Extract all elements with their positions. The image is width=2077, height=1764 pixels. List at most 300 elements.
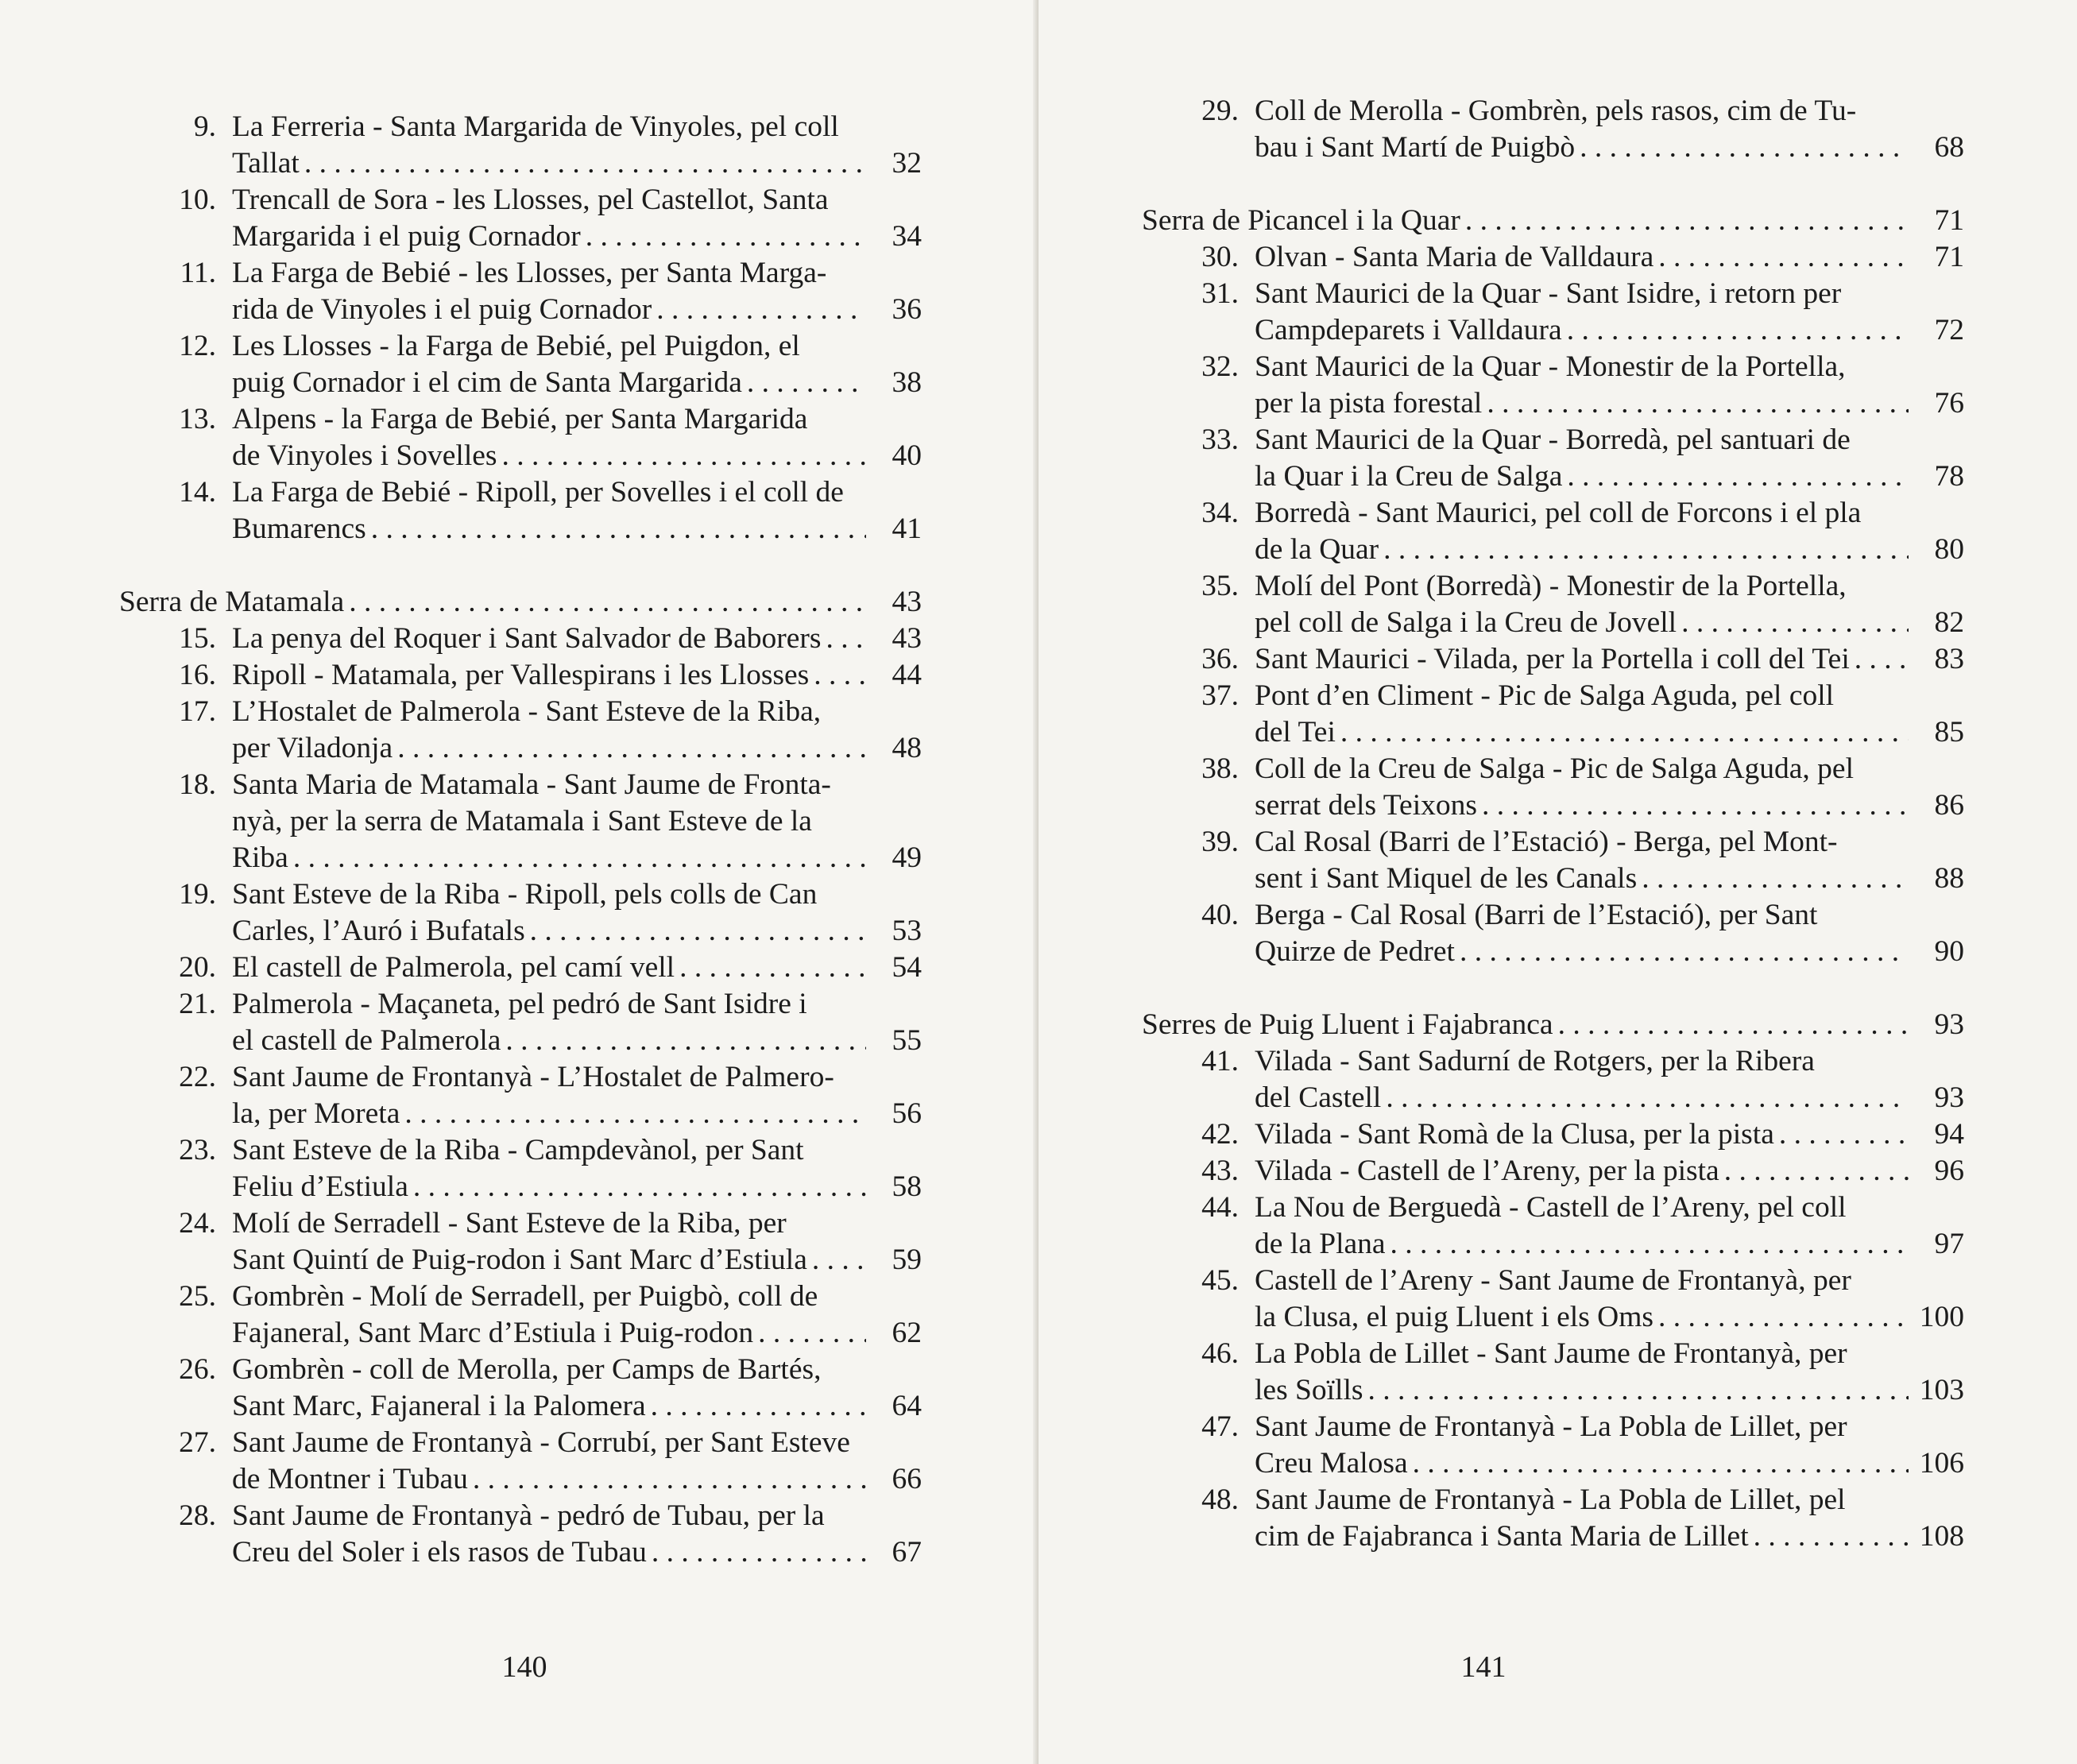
entry-title-line: Palmerola - Maçaneta, pel pedró de Sant Isidre i bbox=[232, 988, 807, 1020]
entry-page-number: 90 bbox=[1934, 935, 1964, 968]
entry-page-number: 43 bbox=[892, 622, 922, 655]
entry-body bbox=[232, 109, 922, 182]
entry-page-number: 49 bbox=[892, 841, 922, 874]
section-page-number: 71 bbox=[1934, 204, 1964, 237]
leader-dots bbox=[349, 584, 866, 621]
entry-number: 46. bbox=[1201, 1337, 1239, 1370]
toc-entry bbox=[119, 1205, 922, 1279]
toc-line bbox=[1255, 276, 1964, 312]
entry-number: 29. bbox=[1201, 95, 1239, 127]
entry-title-line: Fajaneral, Sant Marc d’Estiula i Puig-rodon bbox=[232, 1317, 754, 1349]
entry-title-line: Trencall de Sora - les Llosses, pel Castellot, Santa bbox=[232, 184, 829, 216]
entry-number: 14. bbox=[179, 476, 216, 509]
entry-body bbox=[232, 1425, 922, 1498]
entry-body bbox=[232, 621, 922, 657]
leader-dots bbox=[404, 1096, 866, 1132]
toc-line bbox=[232, 109, 922, 145]
entry-page-number: 32 bbox=[892, 147, 922, 180]
entry-body bbox=[232, 767, 922, 876]
leader-dots bbox=[1642, 861, 1909, 897]
toc-entry bbox=[119, 182, 922, 255]
entry-body bbox=[1255, 1263, 1964, 1336]
leader-dots bbox=[1567, 458, 1909, 495]
toc-line bbox=[1255, 861, 1964, 897]
toc-entry bbox=[119, 1279, 922, 1352]
toc-entry bbox=[1142, 1336, 1964, 1409]
leader-dots bbox=[1580, 130, 1909, 166]
toc-section-heading bbox=[1142, 203, 1964, 239]
entry-page-number: 64 bbox=[892, 1390, 922, 1422]
toc-line bbox=[232, 1096, 922, 1132]
entry-number: 24. bbox=[179, 1207, 216, 1240]
toc-line bbox=[1255, 1263, 1964, 1299]
entry-title-line: Sant Esteve de la Riba - Ripoll, pels colls de Can bbox=[232, 878, 818, 911]
entry-page-number: 59 bbox=[892, 1244, 922, 1276]
entry-title-line: Molí del Pont (Borredà) - Monestir de la Portella, bbox=[1255, 570, 1847, 602]
toc-line bbox=[1255, 495, 1964, 532]
toc-line bbox=[232, 1388, 922, 1425]
leader-dots bbox=[814, 657, 866, 694]
toc-line bbox=[1255, 312, 1964, 349]
toc-entry bbox=[1142, 1263, 1964, 1336]
toc-entry bbox=[119, 255, 922, 328]
entry-number: 18. bbox=[179, 768, 216, 801]
entry-title-line: Campdeparets i Valldaura bbox=[1255, 314, 1562, 346]
entry-page-number: 83 bbox=[1934, 643, 1964, 675]
entry-title-line: Vilada - Sant Sadurní de Rotgers, per la Ribera bbox=[1255, 1045, 1815, 1077]
toc-line bbox=[1255, 1518, 1964, 1555]
toc-line bbox=[232, 1498, 922, 1534]
toc-entry bbox=[119, 694, 922, 767]
entry-number: 15. bbox=[179, 622, 216, 655]
toc-line bbox=[1255, 1043, 1964, 1080]
entry-body bbox=[1255, 568, 1964, 641]
entry-title-line: la Clusa, el puig Lluent i els Oms bbox=[1255, 1301, 1654, 1333]
leader-dots bbox=[1390, 1226, 1909, 1263]
toc-line bbox=[232, 474, 922, 511]
entry-body bbox=[1255, 1336, 1964, 1409]
leader-dots bbox=[1368, 1372, 1909, 1409]
entry-page-number: 71 bbox=[1934, 241, 1964, 273]
toc-entry bbox=[1142, 897, 1964, 970]
entry-title-line: Coll de la Creu de Salga - Pic de Salga Aguda, pel bbox=[1255, 752, 1854, 785]
toc-entry bbox=[1142, 93, 1964, 166]
entry-page-number: 55 bbox=[892, 1024, 922, 1057]
toc-entry bbox=[119, 767, 922, 876]
toc-line bbox=[232, 255, 922, 292]
leader-dots bbox=[1681, 605, 1909, 641]
entry-number: 16. bbox=[179, 659, 216, 691]
toc-entry bbox=[119, 1425, 922, 1498]
section-title: Serres de Puig Lluent i Fajabranca bbox=[1142, 1008, 1553, 1041]
leader-dots bbox=[812, 1242, 866, 1279]
entry-number: 32. bbox=[1201, 350, 1239, 383]
entry-number: 21. bbox=[179, 988, 216, 1020]
entry-body bbox=[1255, 1116, 1964, 1153]
entry-page-number: 100 bbox=[1919, 1301, 1964, 1333]
toc-line bbox=[232, 1461, 922, 1498]
entry-page-number: 36 bbox=[892, 293, 922, 326]
entry-body bbox=[1255, 641, 1964, 678]
toc-line bbox=[1255, 824, 1964, 861]
leader-dots bbox=[413, 1169, 866, 1205]
entry-body bbox=[232, 657, 922, 694]
toc-line bbox=[232, 511, 922, 547]
toc-line bbox=[232, 621, 922, 657]
toc-list-left bbox=[119, 109, 922, 1571]
entry-page-number: 34 bbox=[892, 220, 922, 253]
entry-page-number: 80 bbox=[1934, 533, 1964, 566]
entry-title-line: serrat dels Teixons bbox=[1255, 789, 1477, 822]
toc-entry bbox=[119, 1059, 922, 1132]
entry-body bbox=[1255, 897, 1964, 970]
entry-title-line: pel coll de Salga i la Creu de Jovell bbox=[1255, 606, 1677, 639]
toc-line bbox=[119, 584, 922, 621]
toc-line bbox=[232, 145, 922, 182]
toc-entry bbox=[1142, 1409, 1964, 1482]
toc-entry bbox=[1142, 1190, 1964, 1263]
toc-line bbox=[232, 657, 922, 694]
entry-title-line: la, per Moreta bbox=[232, 1097, 400, 1130]
toc-line bbox=[1255, 1372, 1964, 1409]
entry-title-line: de Vinyoles i Sovelles bbox=[232, 439, 497, 472]
toc-line bbox=[232, 1279, 922, 1315]
entry-page-number: 72 bbox=[1934, 314, 1964, 346]
leader-dots bbox=[1724, 1153, 1909, 1190]
entry-number: 41. bbox=[1201, 1045, 1239, 1077]
entry-title-line: Creu del Soler i els rasos de Tubau bbox=[232, 1536, 647, 1569]
section-page-number: 43 bbox=[892, 586, 922, 618]
entry-number: 30. bbox=[1201, 241, 1239, 273]
entry-body bbox=[1255, 276, 1964, 349]
toc-section-heading bbox=[1142, 1007, 1964, 1043]
entry-number: 36. bbox=[1201, 643, 1239, 675]
toc-line bbox=[1255, 1336, 1964, 1372]
toc-line bbox=[232, 950, 922, 986]
entry-title-line: La Pobla de Lillet - Sant Jaume de Frontanyà, per bbox=[1255, 1337, 1847, 1370]
entry-title-line: La Farga de Bebié - les Llosses, per Santa Marga- bbox=[232, 257, 827, 289]
toc-line bbox=[1255, 714, 1964, 751]
toc-entry bbox=[119, 657, 922, 694]
entry-number: 28. bbox=[179, 1499, 216, 1532]
entry-body bbox=[1255, 678, 1964, 751]
entry-number: 9. bbox=[193, 110, 216, 143]
toc-line bbox=[1255, 641, 1964, 678]
toc-line bbox=[1255, 678, 1964, 714]
leader-dots bbox=[1855, 641, 1909, 678]
entry-title-line: Molí de Serradell - Sant Esteve de la Riba, per bbox=[232, 1207, 787, 1240]
toc-line bbox=[232, 803, 922, 840]
toc-entry bbox=[1142, 239, 1964, 276]
page-number-left: 140 bbox=[501, 1650, 547, 1684]
entry-page-number: 44 bbox=[892, 659, 922, 691]
toc-line bbox=[232, 328, 922, 365]
toc-line bbox=[1255, 1299, 1964, 1336]
leader-dots bbox=[530, 913, 866, 950]
toc-line bbox=[1255, 1445, 1964, 1482]
entry-number: 17. bbox=[179, 695, 216, 728]
section-title: Serra de Matamala bbox=[119, 586, 345, 618]
entry-title-line: Sant Maurici de la Quar - Sant Isidre, i retorn per bbox=[1255, 277, 1842, 310]
entry-title-line: de la Quar bbox=[1255, 533, 1379, 566]
toc-line bbox=[1255, 1116, 1964, 1153]
leader-dots bbox=[747, 365, 866, 401]
entry-title-line: La Ferreria - Santa Margarida de Vinyoles, pel coll bbox=[232, 110, 839, 143]
entry-number: 33. bbox=[1201, 424, 1239, 456]
entry-title-line: Vilada - Castell de l’Areny, per la pista bbox=[1255, 1155, 1719, 1187]
entry-page-number: 58 bbox=[892, 1170, 922, 1203]
toc-line bbox=[1255, 239, 1964, 276]
entry-title-line: Riba bbox=[232, 841, 288, 874]
entry-body bbox=[1255, 1409, 1964, 1482]
leader-dots bbox=[1482, 787, 1909, 824]
toc-entry bbox=[1142, 276, 1964, 349]
toc-line bbox=[232, 1242, 922, 1279]
toc-line bbox=[232, 1425, 922, 1461]
leader-dots bbox=[1383, 532, 1909, 568]
entry-title-line: La Nou de Berguedà - Castell de l’Areny, pel coll bbox=[1255, 1191, 1847, 1224]
toc-entry bbox=[119, 876, 922, 950]
section-title: Serra de Picancel i la Quar bbox=[1142, 204, 1460, 237]
toc-entry bbox=[119, 1352, 922, 1425]
entry-number: 38. bbox=[1201, 752, 1239, 785]
entry-page-number: 53 bbox=[892, 915, 922, 947]
entry-title-line: La Farga de Bebié - Ripoll, per Sovelles i el coll de bbox=[232, 476, 844, 509]
toc-line bbox=[232, 1132, 922, 1169]
entry-body bbox=[1255, 1043, 1964, 1116]
toc-entry bbox=[119, 621, 922, 657]
toc-section-heading bbox=[119, 584, 922, 621]
toc-entry bbox=[1142, 1116, 1964, 1153]
entry-body bbox=[232, 182, 922, 255]
left-page bbox=[0, 0, 1038, 1764]
entry-title-line: Castell de l’Areny - Sant Jaume de Frontanyà, per bbox=[1255, 1264, 1851, 1297]
entry-page-number: 54 bbox=[892, 951, 922, 984]
toc-line bbox=[1255, 130, 1964, 166]
toc-entry bbox=[1142, 1043, 1964, 1116]
entry-body bbox=[1255, 495, 1964, 568]
leader-dots bbox=[1340, 714, 1909, 751]
entry-title-line: Pont d’en Climent - Pic de Salga Aguda, pel coll bbox=[1255, 679, 1835, 712]
leader-dots bbox=[1460, 934, 1909, 970]
entry-number: 20. bbox=[179, 951, 216, 984]
entry-body bbox=[232, 950, 922, 986]
entry-body bbox=[232, 694, 922, 767]
leader-dots bbox=[1658, 1299, 1909, 1336]
toc-line bbox=[1255, 93, 1964, 130]
entry-title-line: de Montner i Tubau bbox=[232, 1463, 468, 1495]
entry-title-line: Sant Jaume de Frontanyà - La Pobla de Lillet, pel bbox=[1255, 1484, 1846, 1516]
entry-title-line: nyà, per la serra de Matamala i Sant Esteve de la bbox=[232, 805, 812, 838]
toc-line bbox=[232, 986, 922, 1023]
leader-dots bbox=[1567, 312, 1909, 349]
entry-title-line: Sant Marc, Fajaneral i la Palomera bbox=[232, 1390, 646, 1422]
toc-entry bbox=[1142, 678, 1964, 751]
leader-dots bbox=[304, 145, 866, 182]
toc-line bbox=[232, 840, 922, 876]
leader-dots bbox=[473, 1461, 866, 1498]
leader-dots bbox=[1413, 1445, 1909, 1482]
entry-number: 11. bbox=[180, 257, 216, 289]
toc-line bbox=[232, 438, 922, 474]
entry-body bbox=[232, 255, 922, 328]
leader-dots bbox=[1658, 239, 1909, 276]
entry-page-number: 78 bbox=[1934, 460, 1964, 493]
toc-entry bbox=[119, 1498, 922, 1571]
toc-line bbox=[232, 694, 922, 730]
entry-title-line: la Quar i la Creu de Salga bbox=[1255, 460, 1563, 493]
entry-number: 12. bbox=[179, 330, 216, 362]
entry-title-line: bau i Sant Martí de Puigbò bbox=[1255, 131, 1576, 164]
entry-body bbox=[232, 1352, 922, 1425]
entry-body bbox=[232, 1132, 922, 1205]
entry-number: 42. bbox=[1201, 1118, 1239, 1151]
entry-number: 13. bbox=[179, 403, 216, 435]
entry-body bbox=[1255, 1190, 1964, 1263]
toc-entry bbox=[1142, 1153, 1964, 1190]
entry-number: 45. bbox=[1201, 1264, 1239, 1297]
entry-title-line: de la Plana bbox=[1255, 1228, 1386, 1260]
right-page bbox=[1038, 0, 2077, 1764]
entry-title-line: Coll de Merolla - Gombrèn, pels rasos, cim de Tu- bbox=[1255, 95, 1857, 127]
entry-number: 47. bbox=[1201, 1410, 1239, 1443]
toc-line bbox=[232, 182, 922, 219]
entry-page-number: 76 bbox=[1934, 387, 1964, 420]
entry-number: 44. bbox=[1201, 1191, 1239, 1224]
toc-entry bbox=[119, 401, 922, 474]
entry-page-number: 62 bbox=[892, 1317, 922, 1349]
entry-title-line: Feliu d’Estiula bbox=[232, 1170, 408, 1203]
toc-line bbox=[1255, 1482, 1964, 1518]
page-number-right: 141 bbox=[1460, 1650, 1507, 1684]
toc-entry bbox=[1142, 1482, 1964, 1555]
toc-line bbox=[232, 913, 922, 950]
entry-title-line: Ripoll - Matamala, per Vallespirans i les Llosses bbox=[232, 659, 810, 691]
entry-title-line: per Viladonja bbox=[232, 732, 393, 764]
entry-title-line: Sant Esteve de la Riba - Campdevànol, per Sant bbox=[232, 1134, 804, 1166]
toc-entry bbox=[119, 1132, 922, 1205]
toc-line bbox=[1255, 385, 1964, 422]
toc-line bbox=[1142, 203, 1964, 239]
toc-line bbox=[1142, 1007, 1964, 1043]
entry-page-number: 66 bbox=[892, 1463, 922, 1495]
entry-number: 35. bbox=[1201, 570, 1239, 602]
toc-line bbox=[232, 1315, 922, 1352]
entry-title-line: puig Cornador i el cim de Santa Margarida bbox=[232, 366, 742, 399]
entry-page-number: 108 bbox=[1919, 1520, 1964, 1553]
entry-body bbox=[1255, 93, 1964, 166]
entry-title-line: rida de Vinyoles i el puig Cornador bbox=[232, 293, 652, 326]
toc-line bbox=[232, 365, 922, 401]
entry-body bbox=[1255, 1482, 1964, 1555]
leader-dots bbox=[826, 621, 866, 657]
entry-page-number: 40 bbox=[892, 439, 922, 472]
toc-entry bbox=[119, 328, 922, 401]
toc-entry bbox=[1142, 495, 1964, 568]
entry-body bbox=[232, 401, 922, 474]
entry-body bbox=[232, 474, 922, 547]
toc-line bbox=[232, 401, 922, 438]
leader-dots bbox=[1386, 1080, 1909, 1116]
entry-title-line: La penya del Roquer i Sant Salvador de Baborers bbox=[232, 622, 822, 655]
entry-title-line: per la pista forestal bbox=[1255, 387, 1483, 420]
toc-line bbox=[1255, 934, 1964, 970]
toc-line bbox=[232, 1059, 922, 1096]
entry-page-number: 94 bbox=[1934, 1118, 1964, 1151]
entry-title-line: Sant Quintí de Puig-rodon i Sant Marc d’Estiula bbox=[232, 1244, 807, 1276]
entry-title-line: El castell de Palmerola, pel camí vell bbox=[232, 951, 675, 984]
entry-page-number: 88 bbox=[1934, 862, 1964, 895]
toc-line bbox=[1255, 787, 1964, 824]
entry-page-number: 93 bbox=[1934, 1081, 1964, 1114]
toc-line bbox=[1255, 1153, 1964, 1190]
entry-number: 27. bbox=[179, 1426, 216, 1459]
entry-page-number: 48 bbox=[892, 732, 922, 764]
toc-line bbox=[232, 1205, 922, 1242]
leader-dots bbox=[652, 1534, 866, 1571]
entry-title-line: Bumarencs bbox=[232, 513, 366, 545]
leader-dots bbox=[1558, 1007, 1909, 1043]
leader-dots bbox=[1487, 385, 1909, 422]
leader-dots bbox=[371, 511, 866, 547]
entry-title-line: Sant Maurici de la Quar - Borredà, pel santuari de bbox=[1255, 424, 1851, 456]
toc-line bbox=[1255, 532, 1964, 568]
entry-title-line: Sant Maurici - Vilada, per la Portella i coll del Tei bbox=[1255, 643, 1850, 675]
toc-line bbox=[1255, 1409, 1964, 1445]
entry-title-line: Santa Maria de Matamala - Sant Jaume de Fronta- bbox=[232, 768, 831, 801]
toc-line bbox=[1255, 1080, 1964, 1116]
entry-title-line: Sant Jaume de Frontanyà - Corrubí, per Sant Esteve bbox=[232, 1426, 850, 1459]
entry-body bbox=[232, 1498, 922, 1571]
entry-title-line: Les Llosses - la Farga de Bebié, pel Puigdon, el bbox=[232, 330, 800, 362]
entry-body bbox=[1255, 239, 1964, 276]
entry-body bbox=[1255, 1153, 1964, 1190]
toc-line bbox=[232, 1352, 922, 1388]
entry-body bbox=[232, 1059, 922, 1132]
toc-list-right bbox=[1142, 93, 1964, 1555]
entry-title-line: les Soïlls bbox=[1255, 1374, 1363, 1406]
entry-title-line: Cal Rosal (Barri de l’Estació) - Berga, pel Mont- bbox=[1255, 826, 1838, 858]
entry-title-line: Carles, l’Auró i Bufatals bbox=[232, 915, 525, 947]
leader-dots bbox=[1754, 1518, 1909, 1555]
entry-title-line: del Castell bbox=[1255, 1081, 1382, 1114]
entry-number: 25. bbox=[179, 1280, 216, 1313]
entry-body bbox=[232, 876, 922, 950]
toc-line bbox=[1255, 897, 1964, 934]
entry-page-number: 56 bbox=[892, 1097, 922, 1130]
toc-line bbox=[1255, 605, 1964, 641]
leader-dots bbox=[502, 438, 867, 474]
toc-line bbox=[1255, 751, 1964, 787]
entry-title-line: sent i Sant Miquel de les Canals bbox=[1255, 862, 1638, 895]
entry-title-line: Sant Jaume de Frontanyà - La Pobla de Lillet, per bbox=[1255, 1410, 1847, 1443]
toc-line bbox=[1255, 349, 1964, 385]
entry-title-line: Tallat bbox=[232, 147, 300, 180]
entry-title-line: Sant Maurici de la Quar - Monestir de la Portella, bbox=[1255, 350, 1846, 383]
entry-page-number: 85 bbox=[1934, 716, 1964, 749]
entry-page-number: 96 bbox=[1934, 1155, 1964, 1187]
entry-page-number: 41 bbox=[892, 513, 922, 545]
entry-title-line: Quirze de Pedret bbox=[1255, 935, 1455, 968]
entry-title-line: Alpens - la Farga de Bebié, per Santa Margarida bbox=[232, 403, 808, 435]
entry-title-line: cim de Fajabranca i Santa Maria de Lillet bbox=[1255, 1520, 1749, 1553]
leader-dots bbox=[1779, 1116, 1909, 1153]
entry-title-line: Berga - Cal Rosal (Barri de l’Estació), per Sant bbox=[1255, 899, 1818, 931]
toc-line bbox=[1255, 458, 1964, 495]
entry-body bbox=[1255, 422, 1964, 495]
toc-line bbox=[232, 292, 922, 328]
toc-line bbox=[232, 876, 922, 913]
